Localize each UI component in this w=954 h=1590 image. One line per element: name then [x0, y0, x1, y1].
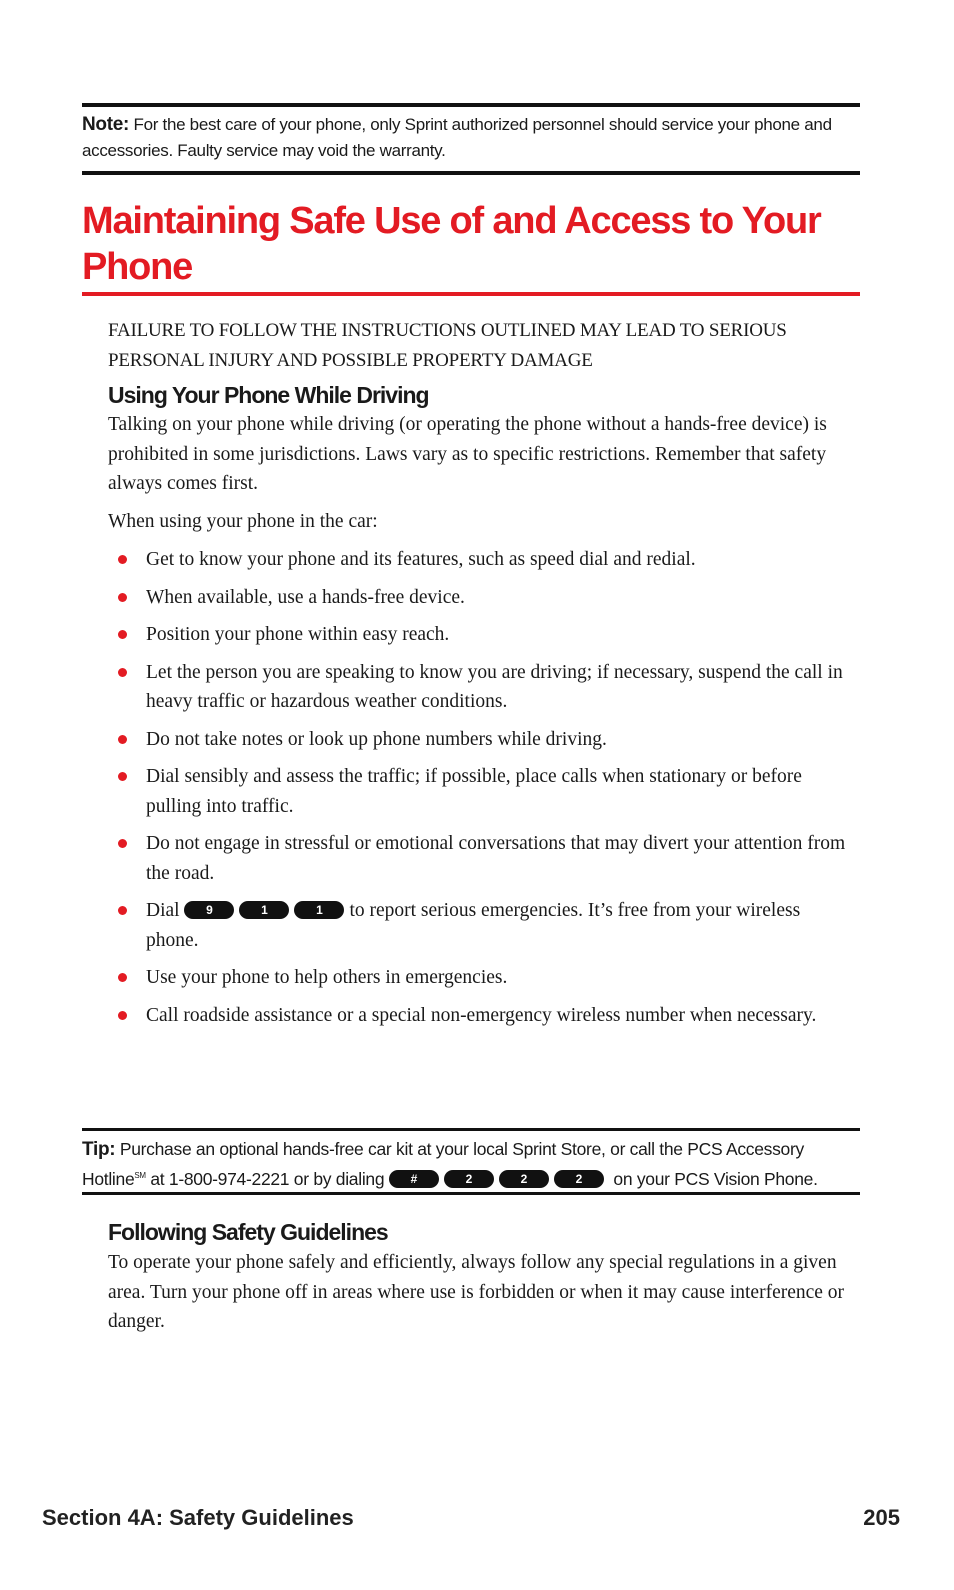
- bullet-text: Let the person you are speaking to know you are driving; if necessary, suspend the call in heavy traffic or hazardous weather conditions.: [146, 661, 843, 712]
- list-item: [108, 545, 856, 575]
- bullet-icon: [118, 839, 127, 848]
- list-item: [108, 725, 856, 755]
- note-label: Note:: [82, 114, 130, 135]
- key-1-icon: 1: [294, 901, 344, 919]
- footer-section: Section 4A: Safety Guidelines: [42, 1505, 354, 1530]
- key-2-icon: 2: [444, 1170, 494, 1188]
- list-item-dial-911: [108, 896, 856, 955]
- tip-text-end: on your PCS Vision Phone.: [613, 1168, 818, 1189]
- bullet-icon: [118, 973, 127, 982]
- list-item: [108, 1001, 856, 1031]
- driving-paragraph: Talking on your phone while driving (or operating the phone without a hands-free device) is prohibited in some jurisdictions. Laws vary as to specific restrictions. Remember that safety always comes first.: [108, 414, 827, 494]
- list-item: [108, 829, 856, 888]
- dial-after-text: to report serious emergencies. It’s free from your wireless phone.: [146, 900, 801, 951]
- key-2-icon: 2: [554, 1170, 604, 1188]
- bullet-icon: [118, 668, 127, 677]
- list-item: [108, 620, 856, 650]
- bullet-text: Get to know your phone and its features, such as speed dial and redial.: [146, 549, 696, 570]
- bullet-icon: [118, 630, 127, 639]
- list-item: [108, 963, 856, 993]
- safety-paragraph: To operate your phone safely and efficiently, always follow any special regulations in a given area. Turn your phone off in areas where use is forbidden or when it may cause interference or danger.: [108, 1252, 845, 1332]
- driving-bullet-list: [108, 545, 856, 1038]
- bullet-text: Call roadside assistance or a special non-emergency wireless number when necessary.: [146, 1004, 817, 1026]
- bullet-text: Do not engage in stressful or emotional conversations that may divert your attention from the road.: [146, 833, 846, 884]
- bullet-text: Position your phone within easy reach.: [146, 624, 450, 645]
- note-text: For the best care of your phone, only Sprint authorized personnel should service your phone and accessories. Faulty service may void the warranty.: [82, 115, 832, 160]
- key-9-icon: 9: [184, 901, 234, 919]
- key-2-icon: 2: [499, 1170, 549, 1188]
- bullet-text: When available, use a hands-free device.: [146, 586, 465, 608]
- note-bottom-rule: [82, 171, 860, 175]
- bullet-text: Dial sensibly and assess the traffic; if possible, place calls when stationary or before pulling into traffic.: [146, 766, 802, 817]
- bullet-text: Do not take notes or look up phone numbers while driving.: [146, 728, 607, 750]
- service-mark: SM: [134, 1171, 146, 1180]
- title-rule: [82, 292, 860, 296]
- page-footer: [42, 1505, 900, 1531]
- bullet-icon: [118, 593, 127, 602]
- tip-bottom-rule: [82, 1192, 860, 1195]
- driving-intro: When using your phone in the car:: [108, 511, 378, 532]
- list-item: [108, 583, 856, 613]
- bullet-icon: [118, 735, 127, 744]
- tip-label: Tip:: [82, 1139, 116, 1160]
- safety-heading: Following Safety Guidelines: [108, 1219, 388, 1245]
- note-top-rule: [82, 103, 860, 107]
- tip-box: [82, 1136, 860, 1192]
- page-number: 205: [863, 1505, 900, 1530]
- page-title: Maintaining Safe Use of and Access to Your Phone: [82, 200, 821, 288]
- bullet-icon: [118, 1011, 127, 1020]
- bullet-icon: [118, 772, 127, 781]
- tip-text-phone: at 1-800-974-2221 or by dialing: [150, 1168, 385, 1189]
- driving-heading: Using Your Phone While Driving: [108, 382, 429, 408]
- tip-top-rule: [82, 1128, 860, 1131]
- bullet-icon: [118, 906, 127, 915]
- bullet-text: Use your phone to help others in emergencies.: [146, 967, 508, 988]
- note-box: [82, 112, 842, 164]
- bullet-icon: [118, 555, 127, 564]
- warning-text: FAILURE TO FOLLOW THE INSTRUCTIONS OUTLINED MAY LEAD TO SERIOUS PERSONAL INJURY AND POSSIBLE PROPERTY DAMAGE: [108, 320, 787, 371]
- list-item: [108, 658, 856, 717]
- tip-text: Purchase an optional hands-free car kit at your local Sprint Store, or call the PCS Accessory Hotline: [82, 1139, 804, 1189]
- key-pound-icon: #: [389, 1170, 439, 1188]
- key-1-icon: 1: [239, 901, 289, 919]
- dial-before-text: Dial: [146, 900, 180, 921]
- list-item: [108, 762, 856, 821]
